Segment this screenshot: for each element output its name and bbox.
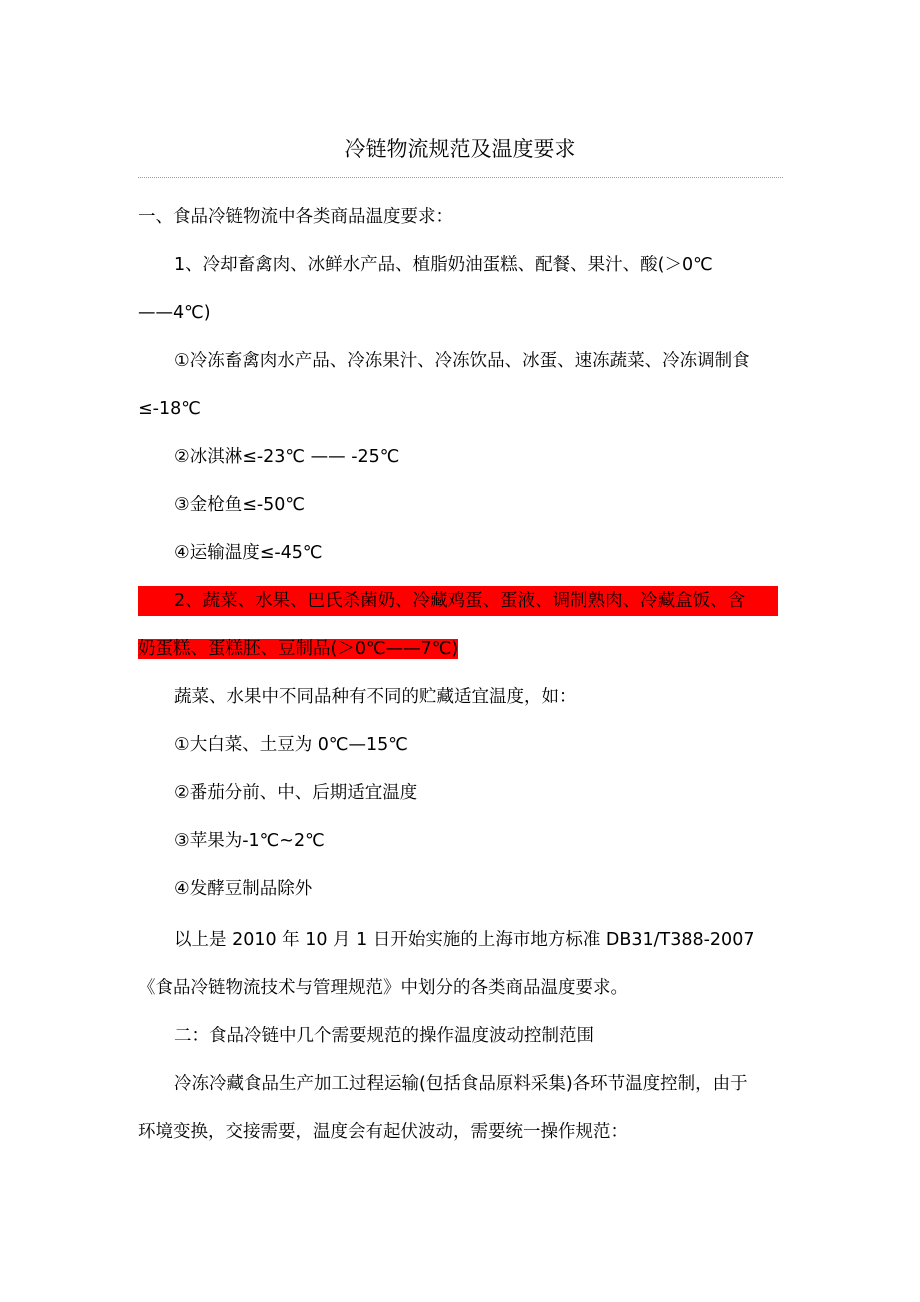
- highlighted-text: 奶蛋糕、蛋糕胚、豆制品(＞0℃——7℃): [138, 639, 459, 659]
- title-divider: [138, 177, 783, 178]
- paragraph-line: ≤-18℃: [138, 399, 201, 419]
- list-item: ②番茄分前、中、后期适宜温度: [174, 783, 418, 803]
- paragraph-line: 蔬菜、水果中不同品种有不同的贮藏适宜温度，如：: [174, 687, 577, 707]
- list-item: ②冰淇淋≤-23℃ —— -25℃: [174, 447, 400, 467]
- paragraph-line: ——4℃): [138, 303, 211, 323]
- list-item: ③苹果为-1℃~2℃: [174, 831, 325, 851]
- list-item: ④发酵豆制品除外: [174, 879, 313, 899]
- list-item: ③金枪鱼≤-50℃: [174, 495, 306, 515]
- paragraph-line: 《食品冷链物流技术与管理规范》中划分的各类商品温度要求。: [138, 978, 628, 998]
- paragraph-line: 1、冷却畜禽肉、冰鲜水产品、植脂奶油蛋糕、配餐、果汁、酸(＞0℃: [174, 255, 713, 275]
- highlighted-paragraph-line: 2、蔬菜、水果、巴氏杀菌奶、冷藏鸡蛋、蛋液、调制熟肉、冷藏盒饭、含: [138, 586, 778, 616]
- paragraph-line: 冷冻冷藏食品生产加工过程运输(包括食品原料采集)各环节温度控制，由于: [174, 1074, 748, 1094]
- paragraph-line: 以上是 2010 年 10 月 1 日开始实施的上海市地方标准 DB31/T388-2007: [174, 930, 755, 950]
- list-item: ④运输温度≤-45℃: [174, 543, 323, 563]
- paragraph-line: 环境变换，交接需要，温度会有起伏波动，需要统一操作规范：: [138, 1122, 628, 1142]
- list-item: ①冷冻畜禽肉水产品、冷冻果汁、冷冻饮品、冰蛋、速冻蔬菜、冷冻调制食: [174, 351, 750, 371]
- section-heading: 二：食品冷链中几个需要规范的操作温度波动控制范围: [174, 1026, 594, 1046]
- highlighted-paragraph-line-cont: [138, 634, 458, 664]
- section-heading: 一、食品冷链物流中各类商品温度要求：: [138, 207, 453, 227]
- document-title: 冷链物流规范及温度要求: [344, 137, 576, 161]
- list-item: ①大白菜、土豆为 0℃—15℃: [174, 735, 408, 755]
